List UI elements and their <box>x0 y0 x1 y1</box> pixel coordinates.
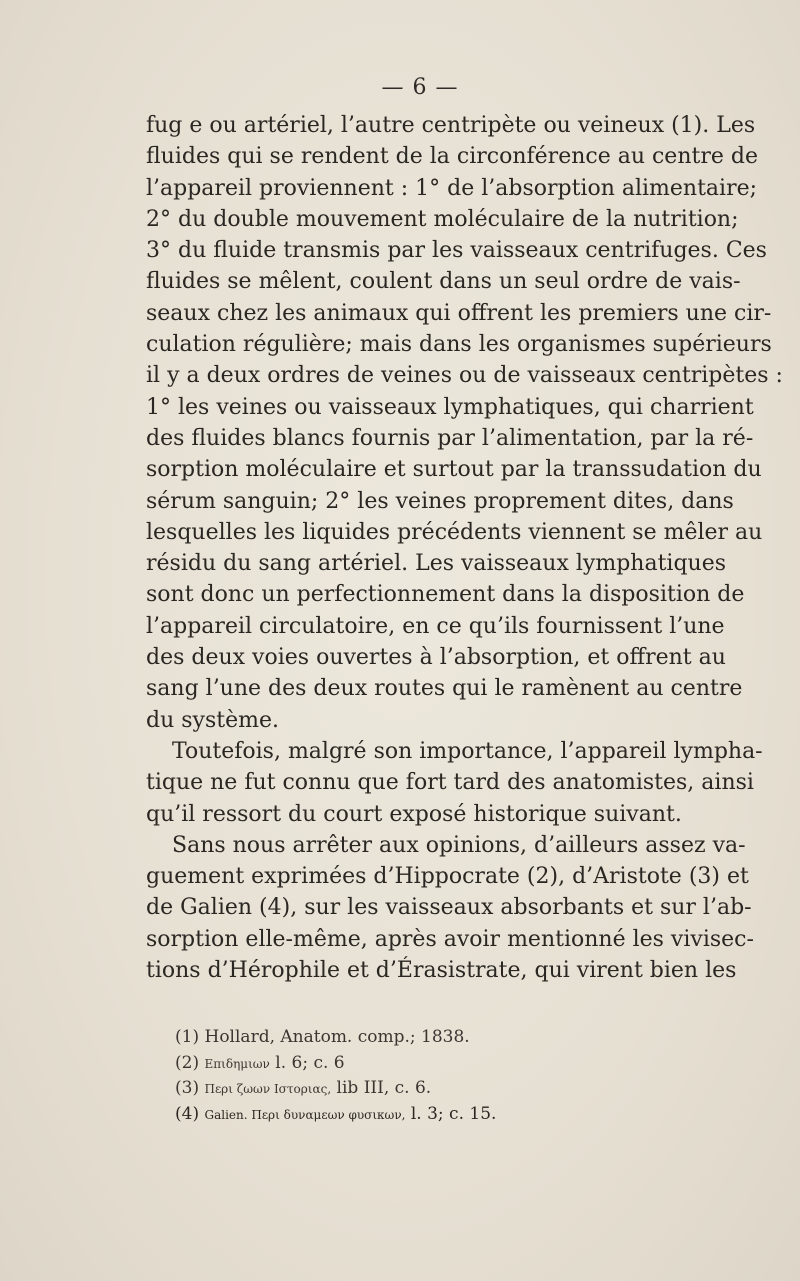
text-line: sérum sanguin; 2° les veines proprement dites, dans <box>146 488 734 514</box>
text-line: sont donc un perfectionnement dans la disposition de <box>146 582 745 608</box>
footnote <box>175 1025 595 1051</box>
text-line: Toutefois, malgré son importance, l’appareil lympha- <box>172 738 763 764</box>
text-line: fluides se mêlent, coulent dans un seul ordre de vais- <box>146 269 741 295</box>
footnote-greek-title: Galien. Περι δυναμεων φυσικων, <box>204 1107 406 1122</box>
footnote <box>175 1102 595 1128</box>
page-number: — 6 — <box>381 75 459 100</box>
text-line: sorption elle-même, après avoir mentionné les vivisec- <box>146 926 754 952</box>
text-line: guement exprimées d’Hippocrate (2), d’Aristote (3) et <box>146 864 749 890</box>
text-line: fluides qui se rendent de la circonférence au centre de <box>146 144 758 170</box>
text-line: 1° les veines ou vaisseaux lymphatiques, qui charrient <box>146 394 754 420</box>
text-line: Sans nous arrêter aux opinions, d’ailleurs assez va- <box>172 832 746 858</box>
text-line: sang l’une des deux routes qui le ramènent au centre <box>146 676 743 702</box>
footnotes <box>175 1025 595 1127</box>
footnote-text: l. 6; c. 6 <box>275 1052 345 1073</box>
text-line: sorption moléculaire et surtout par la transsudation du <box>146 457 762 483</box>
footnote <box>175 1076 595 1102</box>
footnote-marker: (2) <box>175 1052 200 1073</box>
footnote-greek-title: Περι ζωων Ιστοριας, <box>204 1082 332 1096</box>
text-line: l’appareil circulatoire, en ce qu’ils fournissent l’une <box>146 613 725 639</box>
footnote-greek-title: Επιδημιων <box>204 1056 270 1071</box>
text-line: de Galien (4), sur les vaisseaux absorbants et sur l’ab- <box>146 895 752 921</box>
text-line: fug e ou artériel, l’autre centripète ou veineux (1). Les <box>146 113 756 138</box>
body-text <box>146 110 783 986</box>
text-line: qu’il ressort du court exposé historique suivant. <box>146 801 682 827</box>
text-line: 3° du fluide transmis par les vaisseaux centrifuges. Ces <box>146 238 767 264</box>
footnote-text: l. 3; c. 15. <box>410 1103 497 1124</box>
text-line: lesquelles les liquides précédents viennent se mêler au <box>146 519 763 545</box>
footnote <box>175 1051 595 1077</box>
text-line: culation régulière; mais dans les organismes supérieurs <box>146 332 772 358</box>
text-line: des deux voies ouvertes à l’absorption, et offrent au <box>146 645 726 671</box>
text-line: il y a deux ordres de veines ou de vaisseaux centripètes : <box>146 363 783 389</box>
text-line: 2° du double mouvement moléculaire de la nutrition; <box>146 206 739 232</box>
text-line: résidu du sang artériel. Les vaisseaux lymphatiques <box>146 551 727 577</box>
footnote-marker: (4) <box>175 1103 200 1124</box>
text-line: du système. <box>146 707 279 733</box>
footnote-text: Hollard, Anatom. comp.; 1838. <box>204 1027 470 1047</box>
text-line: tions d’Hérophile et d’Érasistrate, qui virent bien les <box>146 958 737 984</box>
text-line: tique ne fut connu que fort tard des anatomistes, ainsi <box>146 770 754 796</box>
footnote-text: lib III, c. 6. <box>336 1078 432 1098</box>
text-line: l’appareil proviennent : 1° de l’absorption alimentaire; <box>146 175 758 201</box>
footnote-marker: (1) <box>175 1027 200 1047</box>
text-line: des fluides blancs fournis par l’alimentation, par la ré- <box>146 425 754 451</box>
text-line: seaux chez les animaux qui offrent les premiers une cir- <box>146 300 772 326</box>
footnote-marker: (3) <box>175 1078 200 1098</box>
